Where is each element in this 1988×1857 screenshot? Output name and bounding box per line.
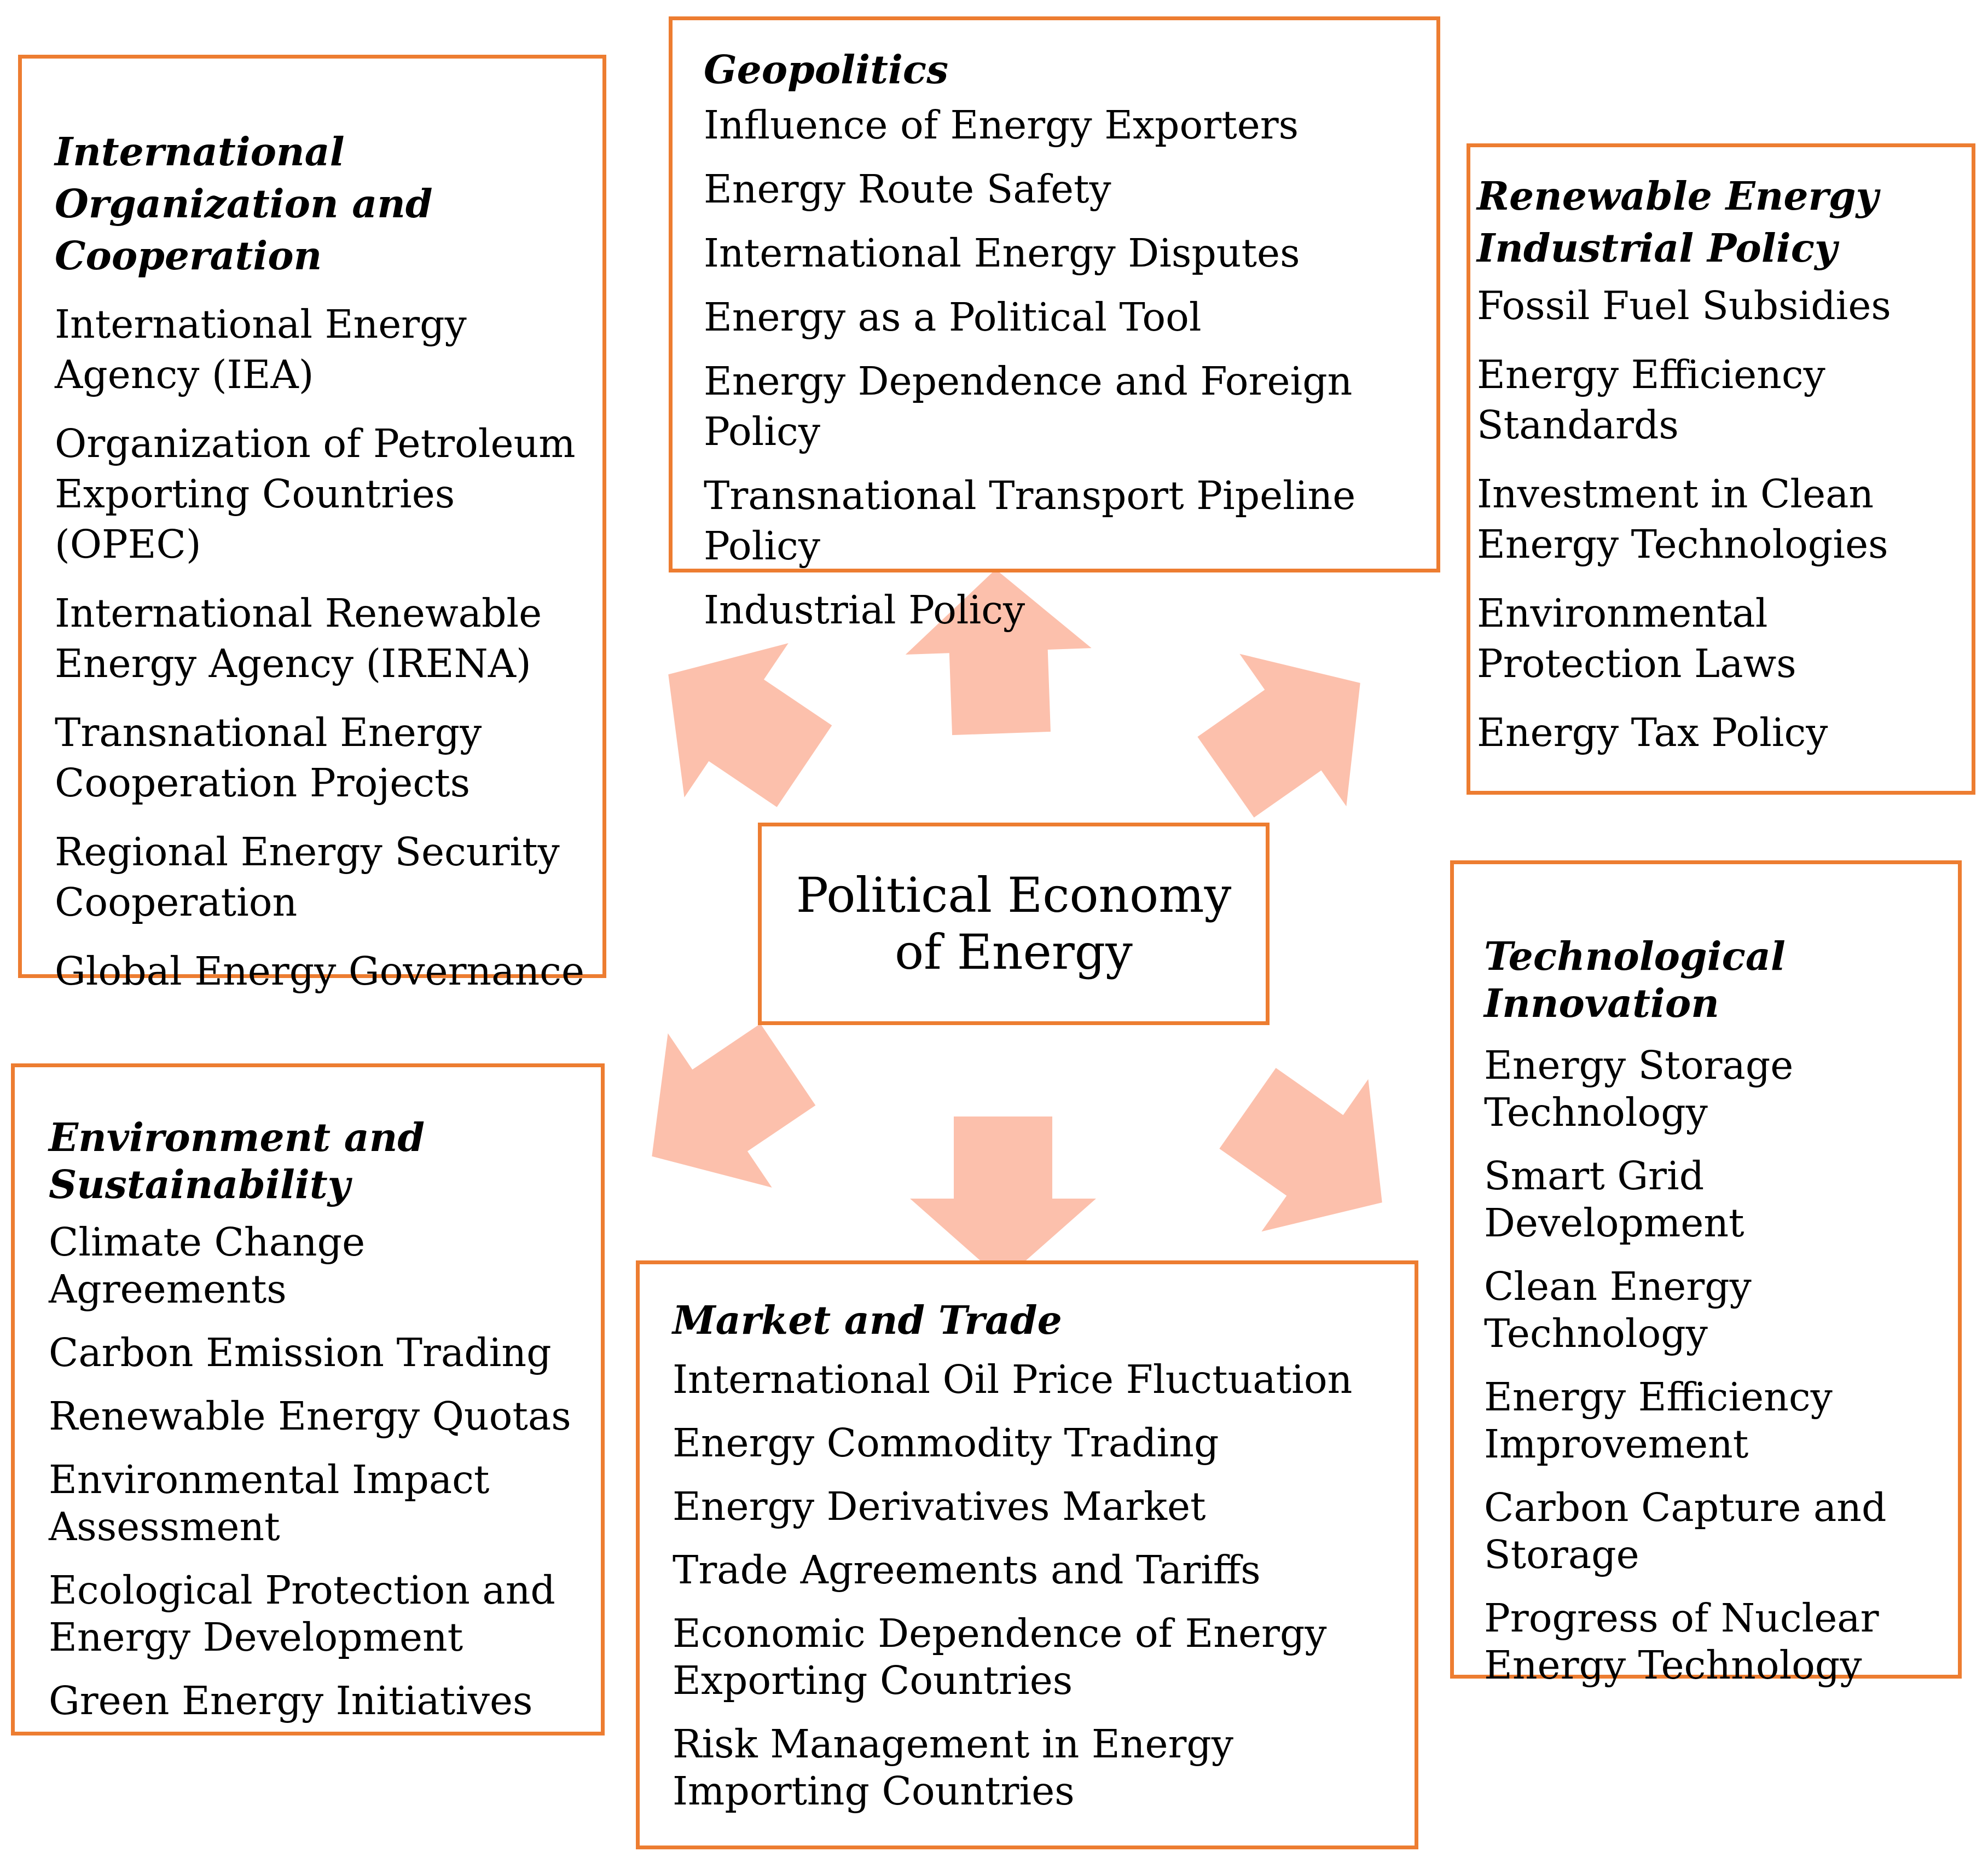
environment-sustainability-title: Environment and Sustainability [49, 1114, 425, 1207]
list-item: Green Energy Initiatives [49, 1678, 533, 1723]
list-item: Energy Storage Technology [1484, 1043, 1794, 1135]
list-item: Transnational Energy Cooperation Projects [55, 710, 482, 806]
list-item: Carbon Capture and Storage [1484, 1485, 1887, 1577]
list-item: Energy Efficiency Improvement [1484, 1374, 1833, 1467]
list-item: Energy Commodity Trading [673, 1420, 1219, 1466]
list-item: Energy Tax Policy [1477, 710, 1828, 755]
renewable-policy-list [1477, 281, 1969, 758]
list-item: Economic Dependence of Energy Exporting Countries [673, 1611, 1327, 1703]
environment-sustainability-box [11, 1063, 605, 1735]
arrow-to-market [910, 1116, 1096, 1281]
list-item: Climate Change Agreements [49, 1219, 366, 1312]
list-item: Environmental Impact Assessment [49, 1457, 490, 1549]
list-item: Investment in Clean Energy Technologies [1477, 471, 1888, 567]
list-item: Influence of Energy Exporters [704, 102, 1299, 148]
geopolitics-title: Geopolitics [704, 47, 949, 92]
list-item: Organization of Petroleum Exporting Countries (OPEC) [55, 421, 576, 567]
geopolitics-box [669, 16, 1440, 633]
list-item: Progress of Nuclear Energy Technology [1484, 1595, 1879, 1688]
international-cooperation-title: International Organization and Cooperation [55, 129, 433, 279]
arrow-to-technological [1194, 1032, 1435, 1279]
list-item: Fossil Fuel Subsidies [1477, 283, 1891, 328]
technological-innovation-list [1484, 1042, 1950, 1689]
technological-innovation-title: Technological Innovation [1484, 933, 1786, 1026]
technological-innovation-box [1450, 860, 1962, 1688]
list-item: Carbon Emission Trading [49, 1330, 552, 1375]
list-item: Transnational Transport Pipeline Policy [704, 473, 1356, 569]
market-trade-list [673, 1356, 1404, 1815]
arrow-to-renewable [1172, 607, 1413, 854]
list-item: Energy Dependence and Foreign Policy [704, 358, 1353, 454]
list-item: International Energy Disputes [704, 230, 1300, 276]
list-item: Energy Route Safety [704, 166, 1111, 212]
geopolitics-list [704, 100, 1425, 635]
list-item: Environmental Protection Laws [1477, 591, 1796, 686]
list-item: International Energy Agency (IEA) [55, 302, 467, 397]
renewable-policy-title: Renewable Energy Industrial Policy [1477, 173, 1879, 271]
list-item: Trade Agreements and Tariffs [673, 1547, 1261, 1593]
list-item: International Renewable Energy Agency (IRENA) [55, 591, 542, 686]
center-label: Political Economy of Energy [796, 867, 1232, 980]
market-trade-title: Market and Trade [673, 1297, 1062, 1343]
list-item: Energy Derivatives Market [673, 1484, 1206, 1529]
international-cooperation-box [18, 55, 606, 994]
environment-sustainability-list [49, 1219, 593, 1725]
list-item: Regional Energy Security Cooperation [55, 829, 560, 925]
list-item: Energy Efficiency Standards [1477, 352, 1825, 448]
market-trade-box [636, 1260, 1418, 1849]
center-box [758, 823, 1270, 1025]
international-cooperation-list [55, 299, 592, 997]
list-item: Clean Energy Technology [1484, 1264, 1752, 1356]
list-item: Industrial Policy [704, 587, 1025, 633]
renewable-policy-box [1467, 143, 1975, 795]
list-item: Energy as a Political Tool [704, 294, 1202, 340]
list-item: Renewable Energy Quotas [49, 1393, 571, 1439]
list-item: International Oil Price Fluctuation [673, 1357, 1353, 1402]
list-item: Smart Grid Development [1484, 1153, 1744, 1246]
list-item: Global Energy Governance [55, 948, 584, 994]
list-item: Risk Management in Energy Importing Countries [673, 1721, 1233, 1814]
list-item: Ecological Protection and Energy Development [49, 1567, 555, 1660]
